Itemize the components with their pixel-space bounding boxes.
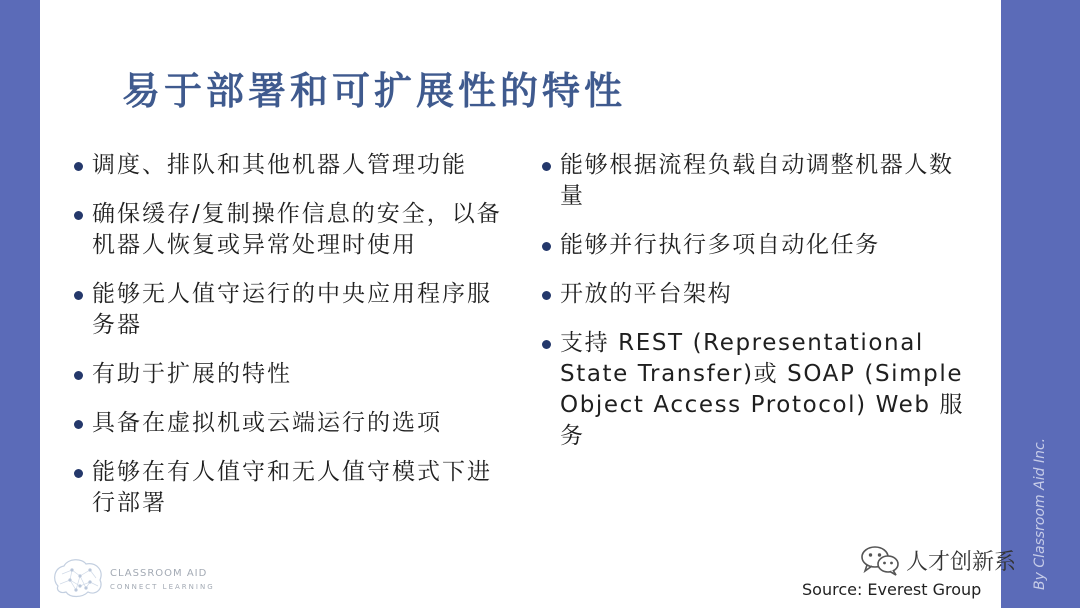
list-item-text: 能够并行执行多项自动化任务 [560, 232, 880, 258]
bullet-dot-icon [74, 211, 83, 220]
logo-tagline: CONNECT LEARNING [110, 583, 215, 591]
list-item [540, 230, 970, 261]
list-item [540, 328, 970, 452]
bullet-dot-icon [74, 469, 83, 478]
bullet-dot-icon [74, 291, 83, 300]
list-item-text: 能够无人值守运行的中央应用程序服务器 [92, 281, 492, 338]
vertical-credit: By Classroom Aid Inc. [1032, 437, 1048, 590]
list-item [72, 408, 512, 439]
bullet-dot-icon [74, 420, 83, 429]
left-bullet-list [72, 150, 512, 537]
left-side-band [0, 0, 40, 608]
bullet-dot-icon [74, 162, 83, 171]
list-item [72, 199, 512, 261]
bullet-dot-icon [542, 340, 551, 349]
classroom-aid-logo [50, 556, 250, 600]
list-item-text: 开放的平台架构 [560, 281, 733, 307]
wechat-account-name: 人才创新系 [906, 549, 1017, 575]
wechat-icon [860, 544, 900, 576]
list-item [72, 359, 512, 390]
list-item [72, 279, 512, 341]
brain-network-icon [50, 556, 106, 600]
list-item-text: 具备在虚拟机或云端运行的选项 [92, 410, 442, 436]
list-item [72, 150, 512, 181]
source-citation: Source: Everest Group [802, 580, 982, 599]
list-item-text: 能够根据流程负载自动调整机器人数量 [560, 152, 954, 209]
slide [40, 0, 1001, 608]
slide-title: 易于部署和可扩展性的特性 [122, 68, 627, 113]
list-item [72, 457, 512, 519]
bullet-dot-icon [542, 291, 551, 300]
right-bullet-list [540, 150, 970, 470]
list-item-text: 确保缓存/复制操作信息的安全，以备机器人恢复或异常处理时使用 [92, 201, 502, 258]
list-item [540, 279, 970, 310]
list-item-text: 调度、排队和其他机器人管理功能 [92, 152, 467, 178]
bullet-dot-icon [542, 242, 551, 251]
wechat-watermark [860, 542, 1016, 578]
bullet-dot-icon [74, 371, 83, 380]
list-item-text: 有助于扩展的特性 [92, 361, 292, 387]
list-item-text: 支持 REST (Representational State Transfer)或 SOAP (Simple Object Access Protocol) Web 服务 [560, 330, 965, 449]
logo-name: CLASSROOM AID [110, 568, 208, 579]
list-item-text: 能够在有人值守和无人值守模式下进行部署 [92, 459, 492, 516]
list-item [540, 150, 970, 212]
bullet-dot-icon [542, 162, 551, 171]
